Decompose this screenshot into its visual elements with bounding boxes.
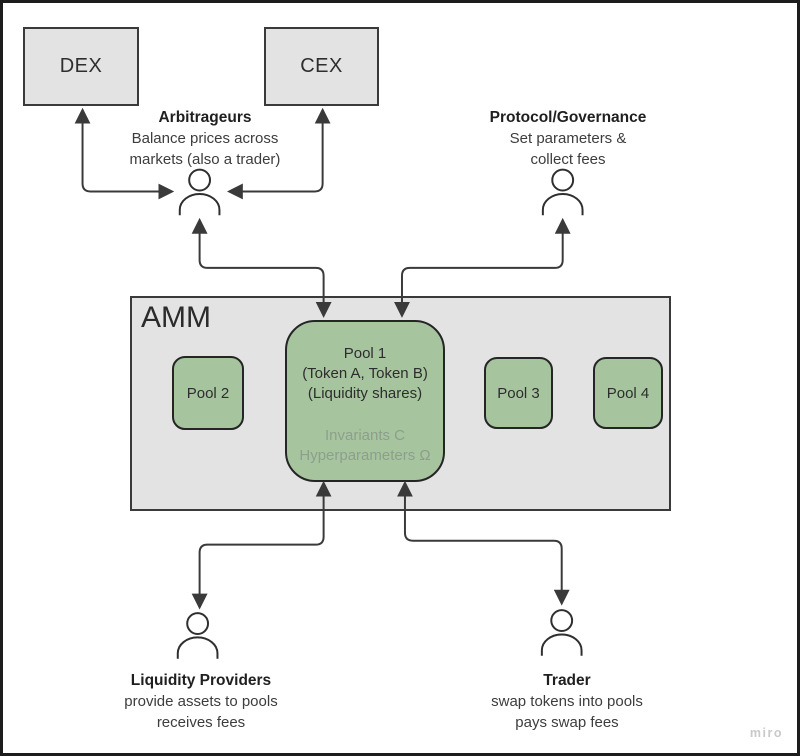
cex-box <box>264 27 379 106</box>
arbitrageur-person-icon <box>180 170 220 216</box>
dex-label: DEX <box>59 55 103 77</box>
miro-watermark: miro <box>749 726 783 740</box>
liquidity-providers-line2: receives fees <box>156 714 246 731</box>
pool-3-label: Pool 3 <box>497 384 540 402</box>
pool-1 <box>285 320 445 482</box>
liquidity-providers-title: Liquidity Providers <box>130 672 272 689</box>
pool-4 <box>593 357 663 429</box>
arbitrageurs-label <box>105 107 305 170</box>
amm-label: AMM <box>141 301 211 334</box>
trader-line1: swap tokens into pools <box>491 693 643 710</box>
protocol-line2: collect fees <box>530 151 606 168</box>
trader-line2: pays swap fees <box>515 714 619 731</box>
pool-4-label: Pool 4 <box>606 384 650 402</box>
liquidity-providers-line1: provide assets to pools <box>124 693 278 710</box>
pool-2 <box>172 356 244 430</box>
pool-2-label: Pool 2 <box>186 384 230 402</box>
protocol-person-icon <box>543 170 583 216</box>
trader-title: Trader <box>543 672 591 689</box>
pool-1-title: Pool 1 <box>343 345 387 362</box>
dex-box <box>23 27 139 106</box>
arbitrageurs-line2: markets (also a trader) <box>129 151 281 168</box>
pool-1-invariants: Invariants C <box>324 427 406 444</box>
protocol-line1: Set parameters & <box>509 130 627 147</box>
liquidity-provider-person-icon <box>178 613 218 659</box>
pool-1-tokens: (Token A, Token B) <box>302 365 428 382</box>
arbitrageurs-title: Arbitrageurs <box>158 109 252 126</box>
pool-1-shares: (Liquidity shares) <box>307 385 423 402</box>
pool-1-hyperparameters: Hyperparameters Ω <box>299 447 431 464</box>
protocol-governance-label <box>468 107 668 170</box>
protocol-governance-title: Protocol/Governance <box>489 109 647 126</box>
trader-person-icon <box>542 610 582 656</box>
trader-label <box>465 670 669 733</box>
liquidity-providers-label <box>99 670 303 733</box>
cex-label: CEX <box>300 55 343 77</box>
arbitrageurs-line1: Balance prices across <box>131 130 279 147</box>
pool-3 <box>484 357 553 429</box>
